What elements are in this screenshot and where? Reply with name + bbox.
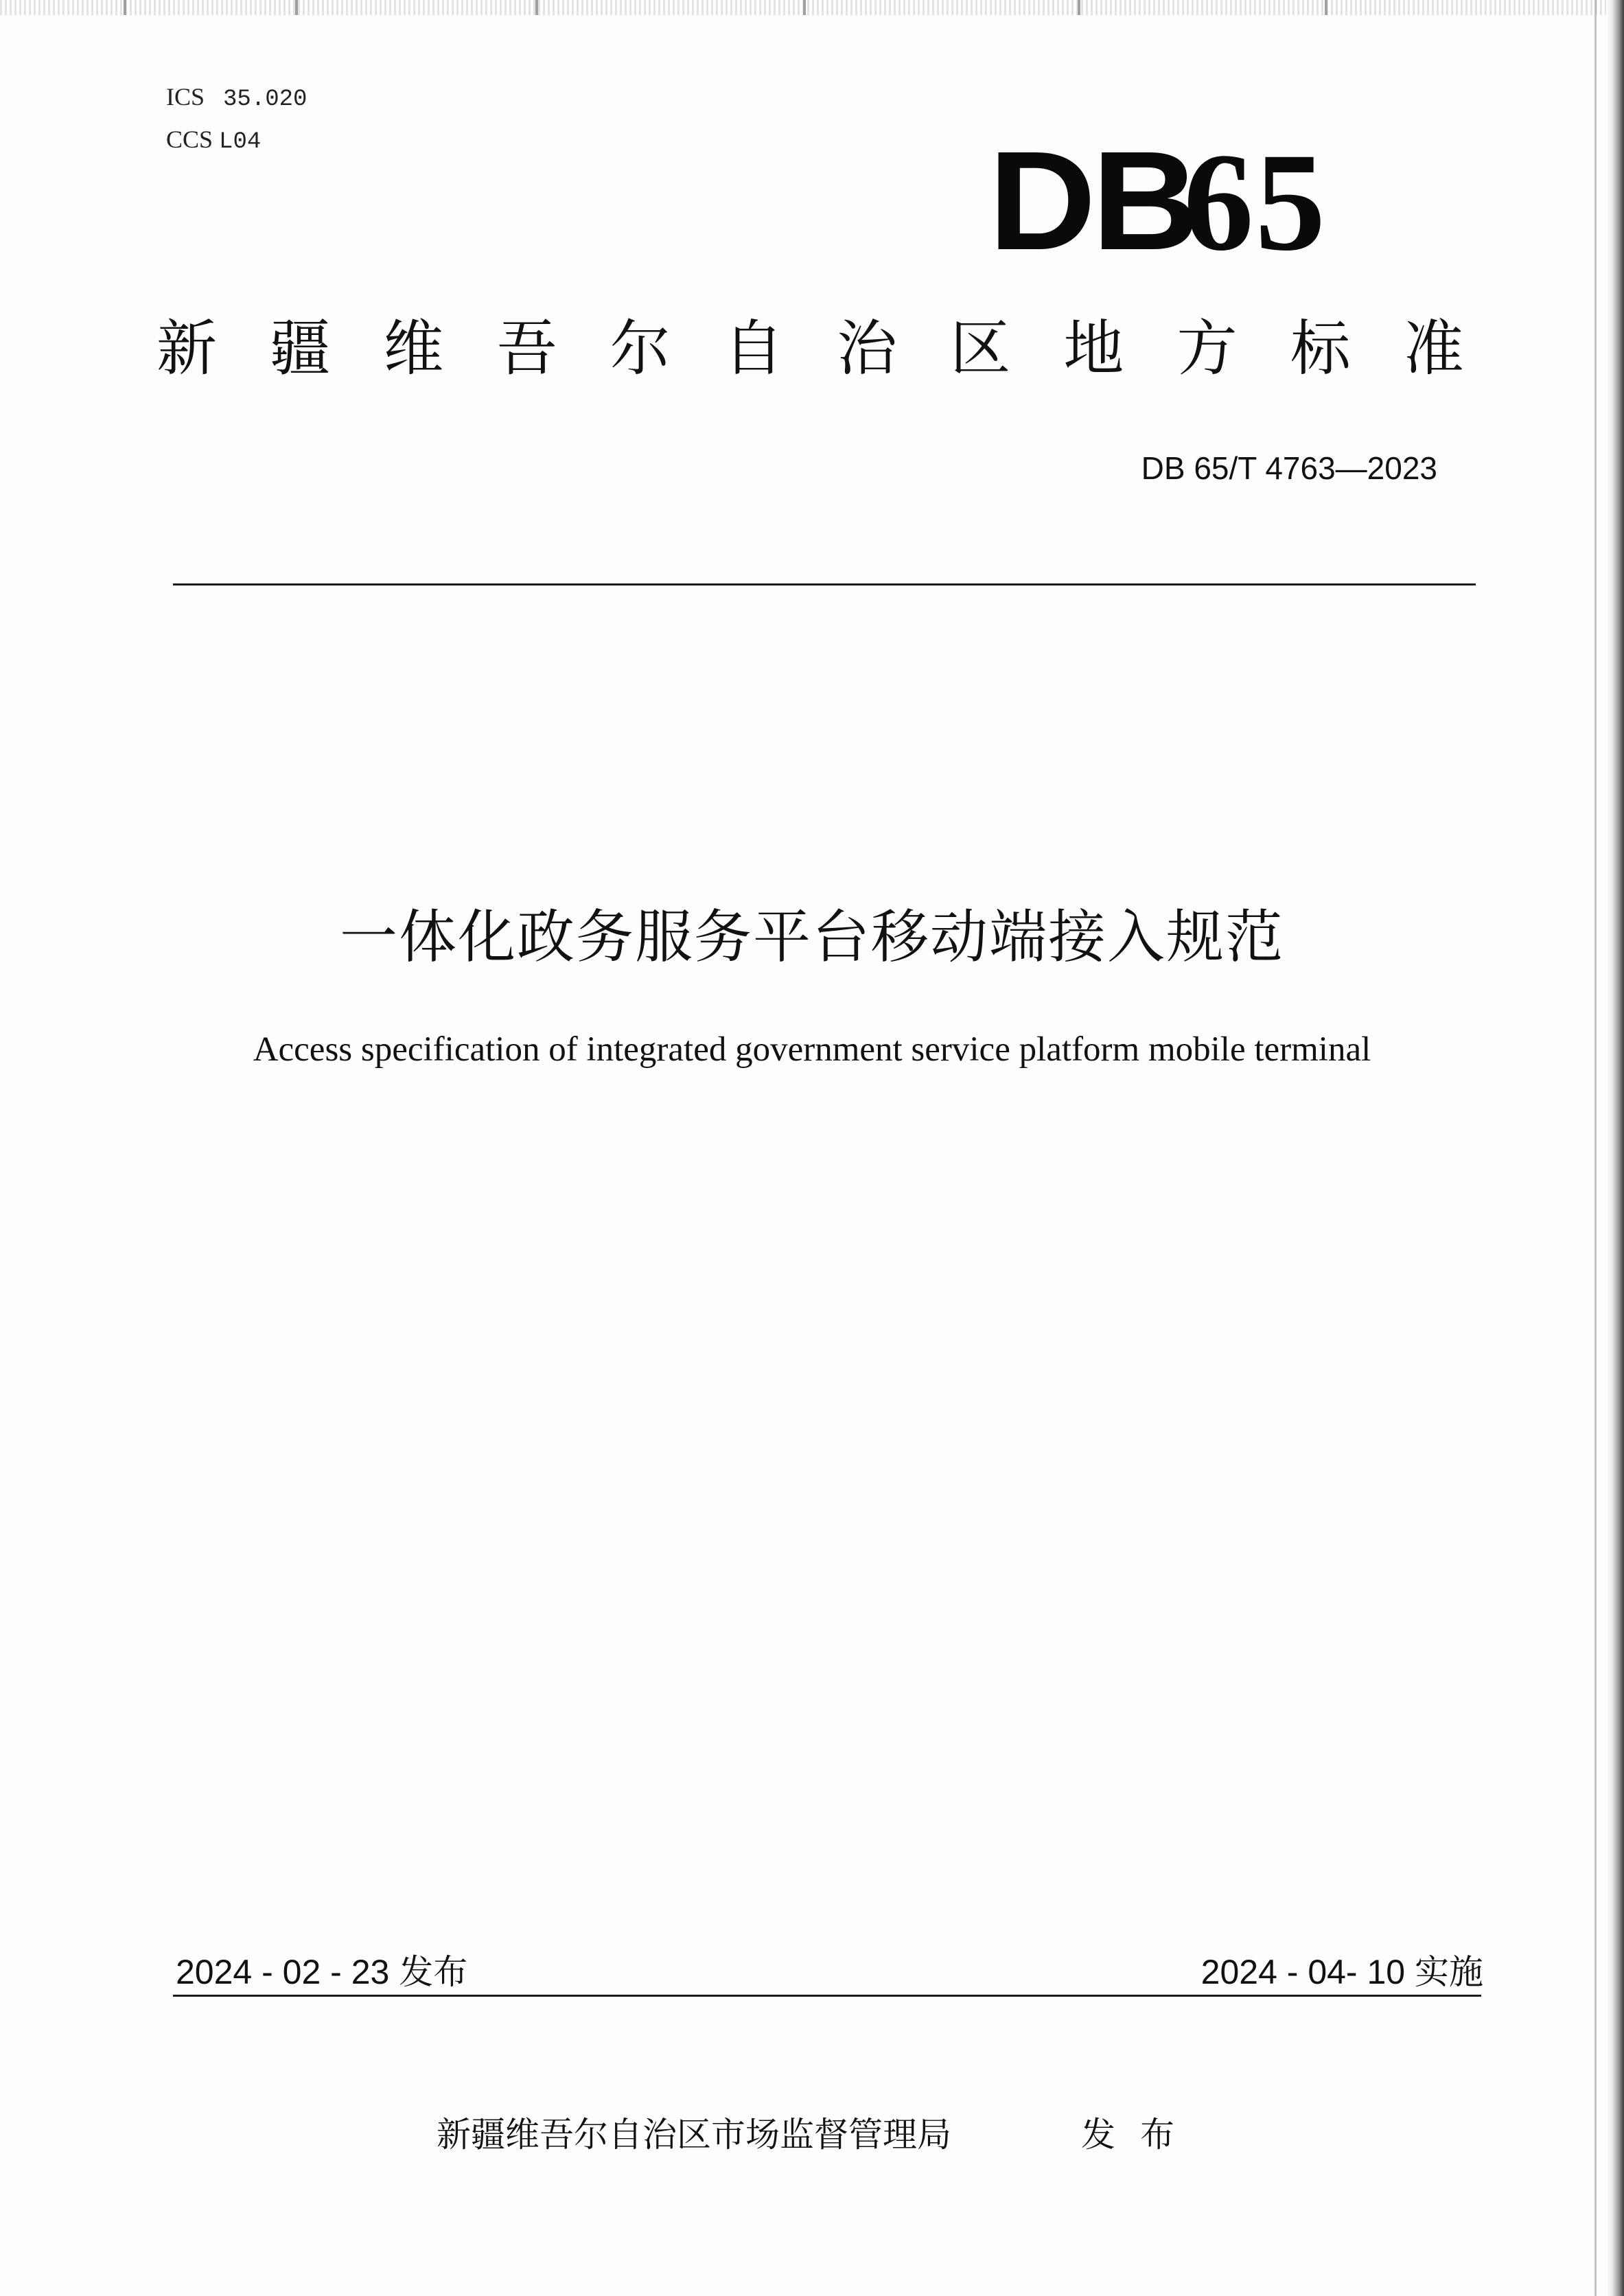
scan-mark xyxy=(535,0,538,15)
issuing-authority: 新疆维吾尔自治区市场监督管理局 xyxy=(437,2115,951,2155)
category-char: 吾 xyxy=(496,313,557,384)
category-char: 地 xyxy=(1063,313,1124,384)
scan-mark xyxy=(1325,0,1327,15)
issuing-action: 发布 xyxy=(1081,2115,1199,2155)
scan-mark xyxy=(1078,0,1080,15)
category-char: 疆 xyxy=(270,313,331,384)
document-title-chinese: 一体化政务服务平台移动端接入规范 xyxy=(339,903,1284,971)
category-char: 自 xyxy=(723,313,784,384)
ccs-code: L04 xyxy=(219,129,262,155)
standard-category-heading xyxy=(156,313,1464,384)
category-char: 区 xyxy=(950,313,1011,384)
category-char: 准 xyxy=(1403,313,1464,384)
publish-label: 发布 xyxy=(399,1952,468,1992)
document-title-english: Access specification of integrated government service platform mobile terminal xyxy=(253,1030,1371,1069)
ics-classification xyxy=(166,82,307,113)
scan-mark xyxy=(295,0,298,15)
category-char: 标 xyxy=(1290,313,1351,384)
publish-date: 2024 - 02 - 23 xyxy=(176,1953,390,1991)
standard-number: DB 65/T 4763—2023 xyxy=(1141,450,1437,486)
implement-date-line xyxy=(1201,1945,1483,1994)
scan-edge-line xyxy=(1594,0,1597,2296)
ics-label: ICS xyxy=(166,83,205,111)
implement-date: 2024 - 04- 10 xyxy=(1200,1953,1406,1991)
category-char: 治 xyxy=(837,313,898,384)
scan-edge-right xyxy=(1606,0,1624,2296)
ics-code: 35.020 xyxy=(223,86,308,113)
logo-number: 65 xyxy=(1183,124,1327,280)
ccs-label: CCS xyxy=(166,126,213,153)
header-divider xyxy=(173,583,1476,585)
logo-prefix: DB xyxy=(988,122,1196,279)
category-char: 新 xyxy=(156,313,218,384)
ccs-classification xyxy=(166,125,261,155)
category-char: 尔 xyxy=(610,313,671,384)
category-char: 方 xyxy=(1176,313,1238,384)
scan-edge-top xyxy=(0,0,1624,15)
footer-divider xyxy=(173,1995,1481,1997)
db65-logo xyxy=(988,122,1327,280)
publish-date-line xyxy=(176,1945,467,1994)
scan-mark xyxy=(124,0,126,15)
scan-mark xyxy=(803,0,806,15)
implement-label: 实施 xyxy=(1415,1952,1483,1992)
category-char: 维 xyxy=(383,313,444,384)
